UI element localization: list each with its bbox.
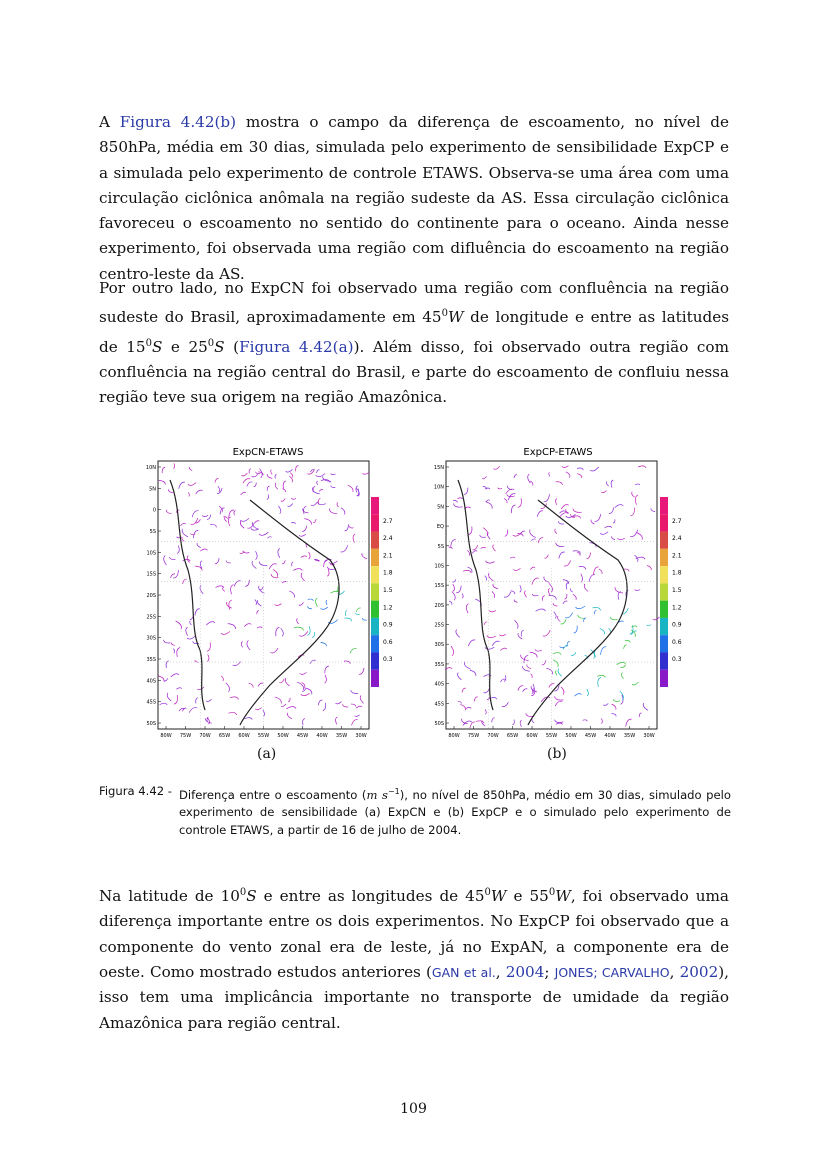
colorbar-segment xyxy=(371,566,379,583)
colorbar-segment xyxy=(660,583,668,600)
text: ). Além disso, foi observado outra região com confluência na região central do Brasil, e parte do escoamento de confluiu nessa região teve sua origem na região Amazônica. xyxy=(99,337,729,407)
text: ; xyxy=(544,962,555,981)
colorbar-segment xyxy=(371,532,379,549)
colorbar-segment xyxy=(660,549,668,566)
x-tick-label: 35W xyxy=(623,733,636,739)
colorbar-label: 1.8 xyxy=(672,569,682,577)
x-tick-label: 75W xyxy=(179,733,192,739)
x-tick-label: 55W xyxy=(545,733,558,739)
colorbar-segment xyxy=(371,497,379,514)
y-tick-label: 35S xyxy=(146,657,156,663)
text: Por outro lado, no ExpCN foi observado uma região com confluência na região sudeste do Brasil, aproximadamente em xyxy=(99,279,729,327)
degree: 0 xyxy=(548,887,556,898)
text: e xyxy=(506,887,530,906)
caption-text xyxy=(179,783,731,839)
paragraph-2 xyxy=(99,276,729,411)
x-tick-label: 50W xyxy=(565,733,577,739)
y-tick-label: 40S xyxy=(146,678,156,685)
paragraph-1 xyxy=(99,110,729,287)
colorbar-segment xyxy=(660,532,668,549)
panel-a-label: (a) xyxy=(257,746,277,762)
y-tick-label: 25S xyxy=(434,622,444,629)
x-tick-label: 70W xyxy=(487,733,499,739)
colorbar-segment xyxy=(371,618,379,635)
panel-a xyxy=(146,447,393,739)
colorbar-label: 2.7 xyxy=(383,517,393,525)
text: e xyxy=(162,337,189,356)
colorbar-segment xyxy=(371,652,379,669)
colorbar-label: 0.6 xyxy=(672,638,682,646)
page-number: 109 xyxy=(400,1101,427,1117)
y-tick-label: 15S xyxy=(146,571,156,578)
colorbar-segment xyxy=(371,635,379,652)
y-tick-label: 20S xyxy=(146,593,156,599)
text: e entre as longitudes de xyxy=(256,887,466,906)
panel-b-colorbar xyxy=(660,497,682,687)
colorbar-segment xyxy=(660,497,668,514)
value: 45 xyxy=(465,887,485,906)
x-tick-label: 60W xyxy=(238,733,250,739)
y-tick-label: 50S xyxy=(434,721,444,727)
colorbar-label: 0.3 xyxy=(672,656,682,664)
colorbar-label: 0.3 xyxy=(383,656,393,664)
x-tick-label: 80W xyxy=(448,733,460,739)
colorbar-label: 1.8 xyxy=(383,569,393,577)
y-tick-label: 45S xyxy=(434,701,444,708)
citation-year-jones[interactable]: 2002 xyxy=(679,962,719,981)
colorbar-label: 0.6 xyxy=(383,638,393,646)
value: 55 xyxy=(529,887,549,906)
text: Diferença entre o escoamento ( xyxy=(179,787,367,802)
x-tick-label: 70W xyxy=(199,733,211,739)
y-tick-label: 10N xyxy=(145,465,156,471)
colorbar-label: 1.5 xyxy=(672,587,682,594)
y-tick-label: 50S xyxy=(146,721,156,727)
x-tick-label: 40W xyxy=(316,733,328,739)
colorbar-segment xyxy=(660,670,668,687)
colorbar-segment xyxy=(660,618,668,635)
unit: W xyxy=(490,887,507,906)
unit: S xyxy=(246,887,257,906)
x-tick-label: 30W xyxy=(355,733,367,739)
y-tick-label: EQ xyxy=(436,524,444,531)
colorbar-label: 2.1 xyxy=(672,552,682,560)
citation-gan[interactable]: GAN et al. xyxy=(431,964,496,980)
paragraph-3: Na latitude de $10^0S$ e entre as longitudes de $45^0W$ e $55^0W$, foi observado uma diferença importante entre os dois experimentos. No ExpCP foi observado que a componente do vento zonal era de leste, já no ExpAN, a componente era de oeste. Como mostrado estudos anteriores (GAN et al., 2004; JONES; CARVALHO, 2002), isso tem uma implicância importante no transporte de umidade da região Amazônica para região central. xyxy=(99,887,730,1032)
colorbar-segment xyxy=(371,670,379,687)
colorbar-label: 1.5 xyxy=(383,587,393,594)
y-tick-label: 35S xyxy=(434,661,444,668)
value: 10 xyxy=(220,887,240,906)
x-tick-label: 80W xyxy=(160,733,172,739)
citation-jones-carvalho[interactable]: JONES; CARVALHO xyxy=(554,964,670,980)
text: ), isso tem uma implicância importante no transporte de umidade da região Amazônica para região central. xyxy=(99,962,730,1032)
panel-b xyxy=(434,447,682,739)
colorbar-label: 2.1 xyxy=(383,552,393,560)
x-tick-label: 65W xyxy=(506,733,519,739)
x-tick-label: 45W xyxy=(584,733,597,739)
degree: 0 xyxy=(484,887,491,898)
figure-link-4-42b[interactable]: Figura 4.42(b) xyxy=(119,113,237,131)
x-tick-label: 65W xyxy=(218,733,231,739)
colorbar-label: 2.4 xyxy=(383,535,393,543)
colorbar-label: 1.2 xyxy=(383,604,393,612)
figure-link-4-42a[interactable]: Figura 4.42(a) xyxy=(239,337,354,356)
value: 15 xyxy=(126,337,146,356)
degree: 0 xyxy=(145,337,152,349)
y-tick-label: 10N xyxy=(433,484,444,491)
colorbar-segment xyxy=(660,635,668,652)
text: A xyxy=(99,113,120,131)
caption-row xyxy=(99,783,731,839)
panel-b-title: ExpCP-ETAWS xyxy=(523,447,593,458)
y-tick-label: 10S xyxy=(434,563,444,570)
colorbar-segment xyxy=(660,601,668,618)
colorbar-segment xyxy=(371,514,379,531)
unit: m s xyxy=(366,787,388,802)
y-tick-label: 15S xyxy=(434,583,444,590)
y-tick-label: 45S xyxy=(146,699,156,706)
caption-label: Figura 4.42 - xyxy=(99,784,172,798)
degree: 0 xyxy=(441,308,448,320)
colorbar-label: 0.9 xyxy=(672,621,682,629)
panel-a-colorbar xyxy=(371,497,393,687)
value: 25 xyxy=(188,337,208,356)
figure-svg xyxy=(0,440,827,770)
text: Na latitude de xyxy=(99,887,221,906)
figure-4-42 xyxy=(0,440,827,770)
y-tick-label: 20S xyxy=(434,602,444,609)
y-tick-label: 15N xyxy=(433,465,444,471)
citation-year-gan[interactable]: 2004 xyxy=(505,962,545,981)
x-tick-label: 75W xyxy=(467,733,480,739)
unit-exponent: −1 xyxy=(387,787,400,796)
figure-caption xyxy=(99,783,731,839)
x-tick-label: 55W xyxy=(257,733,270,739)
unit: S xyxy=(151,337,163,356)
degree: 0 xyxy=(239,887,247,898)
y-tick-label: 5N xyxy=(437,504,444,511)
unit: W xyxy=(555,887,571,906)
text: ( xyxy=(224,337,240,356)
y-tick-label: 10S xyxy=(146,550,156,557)
y-tick-label: 5S xyxy=(149,529,156,535)
colorbar-label: 2.7 xyxy=(672,517,682,525)
text: ), no nível de 850hPa, médio em 30 dias, simulado pelo experimento de sensibilidade (a) ExpCN e (b) ExpCP e o simulado pelo experimento de controle ETAWS, a partir de 16 de julho de 2004. xyxy=(179,787,731,837)
x-tick-label: 30W xyxy=(643,733,655,739)
text: , foi observado uma diferença importante entre os dois experimentos. No ExpCP foi observado que a componente do vento zonal era de leste, já no ExpAN, a componente era de oeste. Como mostrado estudos anteriores ( xyxy=(99,887,729,981)
x-tick-label: 35W xyxy=(335,733,348,739)
colorbar-segment xyxy=(660,514,668,531)
y-tick-label: 30S xyxy=(434,642,444,649)
unit: W xyxy=(447,308,464,327)
x-tick-label: 45W xyxy=(296,733,309,739)
colorbar-segment xyxy=(371,549,379,566)
panel-b-label: (b) xyxy=(547,746,567,762)
y-tick-label: 40S xyxy=(434,681,444,688)
x-tick-label: 50W xyxy=(277,733,289,739)
colorbar-label: 0.9 xyxy=(383,621,393,629)
panel-a-title: ExpCN-ETAWS xyxy=(232,447,304,458)
colorbar-label: 1.2 xyxy=(672,604,682,612)
y-tick-label: 30S xyxy=(146,635,156,642)
colorbar-segment xyxy=(660,566,668,583)
value: 45 xyxy=(422,308,442,327)
degree: 0 xyxy=(207,337,215,349)
y-tick-label: 25S xyxy=(146,614,156,621)
y-tick-label: 5S xyxy=(437,543,444,550)
colorbar-segment xyxy=(371,601,379,618)
text: de longitude e entre as latitudes de xyxy=(99,308,729,356)
y-tick-label: 5N xyxy=(149,486,156,493)
unit: S xyxy=(214,337,225,356)
text: mostra o campo da diferença de escoamento, no nível de 850hPa, média em 30 dias, simulada pelo experimento de sensibilidade ExpCP e a simulada pelo experimento de controle ETAWS. Observa-se uma área com uma circulação ciclônica anômala na região sudeste da AS. Essa circulação ciclônica favoreceu o escoamento no sentido do continente para o oceano. Ainda nesse experimento, foi observada uma região com difluência do escoamento na região centro-leste da AS. xyxy=(99,113,729,283)
colorbar-label: 2.4 xyxy=(672,535,682,543)
y-tick-label: 0 xyxy=(152,507,156,514)
x-tick-label: 40W xyxy=(604,733,616,739)
colorbar-segment xyxy=(371,583,379,600)
x-tick-label: 60W xyxy=(526,733,538,739)
colorbar-segment xyxy=(660,652,668,669)
